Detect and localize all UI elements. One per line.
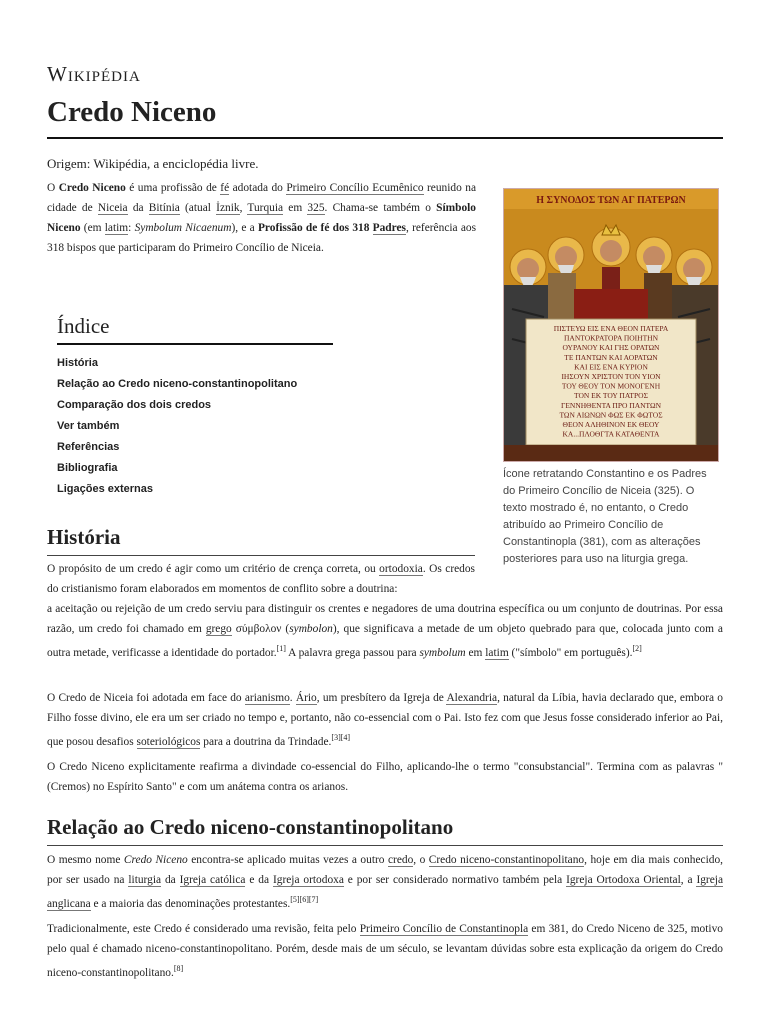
link-padres[interactable]: Padres [372, 222, 406, 234]
link-ortodoxia[interactable]: ortodoxia [379, 563, 423, 575]
ref-2[interactable]: [2] [632, 644, 642, 653]
relacao-paragraph-1: O mesmo nome Credo Niceno encontra-se aplicado muitas vezes a outro credo, o Credo niceno-constantinopolitano, hoje em dia mais conhecido, por ser usado na liturgia da Igreja católica e da Igreja ortodoxa e por ser considerado normativo também pela Igreja Ortodoxa Oriental, a Igreja anglicana e a maioria das denominações protestantes.[5][6][7] [47, 854, 723, 910]
link-iznik[interactable]: İznik [216, 202, 240, 214]
link-turquia[interactable]: Turquia [247, 202, 284, 214]
figure-caption: Ícone retratando Constantino e os Padres do Primeiro Concílio de Niceia (325). O texto mostrado é, no entanto, o Credo atribuído ao Primeiro Concílio de Constantinopla (381), com as alterações posteriores para uso na liturgia grega. [503, 468, 707, 565]
relacao-paragraph-2: Tradicionalmente, este Credo é considerado uma revisão, feita pelo Primeiro Concílio de Constantinopla em 381, do Credo Niceno de 325, motivo pelo qual é chamado niceno-constantinopolitano. Porém, desde mais de um século, se levantam dúvidas sobre esta explicação da origem do Credo niceno-constantinopolitano.[8] [47, 923, 723, 979]
table-of-contents [57, 314, 333, 500]
toc-item-relacao[interactable]: Relação ao Credo niceno-constantinopolitano [57, 378, 298, 390]
link-latim[interactable]: latim [104, 222, 129, 234]
scroll-text-line: ΤΩΝ ΑΙΩΝΩΝ ΦΩΣ ΕΚ ΦΩΤΟΣ [559, 410, 663, 420]
wikipedia-wordmark[interactable]: Wikipédia [47, 62, 141, 86]
link-fe[interactable]: fé [220, 182, 230, 194]
link-igreja-ortodoxa-oriental[interactable]: Igreja Ortodoxa Oriental [566, 874, 681, 886]
toc-item-comparacao[interactable]: Comparação dos dois credos [57, 399, 212, 411]
section-divider [47, 845, 723, 846]
scroll-text-line: ΓΕΝΝΗΘΕΝΤΑ ΠΡΟ ΠΑΝΤΩΝ [560, 400, 662, 410]
scroll-text-line: ΤΕ ΠΑΝΤΩΝ ΚΑΙ ΑΟΡΑΤΩΝ [564, 352, 658, 362]
link-credo-niceno-constantinopolitano[interactable]: Credo niceno-constantinopolitano [428, 854, 585, 866]
historia-paragraph-1b: a aceitação ou rejeição de um credo serviu para distinguir os crentes e negadores de uma doutrina específica ou um conjunto de doutrinas. Por essa razão, um credo foi chamado em grego σύμβολον (symbolon), que significava a metade de um objeto quebrado para que, colocada junto com a outra metade, verificasse a identidade do portador.[1] A palavra grega passou para symbolum em latim ("símbolo" em português).[2] [47, 603, 723, 659]
link-alexandria[interactable]: Alexandria [446, 692, 498, 704]
origin-note: Origem: Wikipédia, a enciclopédia livre. [47, 156, 259, 171]
link-igreja-anglicana[interactable]: Igreja anglicana [47, 874, 723, 910]
link-niceia[interactable]: Niceia [97, 202, 128, 214]
link-ario[interactable]: Ário [295, 692, 317, 704]
link-arianismo[interactable]: arianismo [244, 692, 290, 704]
ref-8[interactable]: [8] [173, 964, 184, 973]
title-divider [47, 137, 723, 139]
scroll-text-line: ΠΙΣΤΕΥΩ ΕΙΣ ΕΝΑ ΘΕΟΝ ΠΑΤΕΡΑ [553, 324, 669, 333]
link-grego[interactable]: grego [205, 623, 232, 635]
link-igreja-catolica[interactable]: Igreja católica [179, 874, 246, 886]
historia-paragraph-3: O Credo Niceno explicitamente reafirma a divindade co-essencial do Filho, aplicando-lhe o termo "consubstancial". Termina com as palavras "(Cremos) no Espírito Santo" e com um anátema contra os arianos. [47, 761, 723, 793]
link-liturgia[interactable]: liturgia [128, 874, 162, 886]
link-primeiro-concilio[interactable]: Primeiro Concílio Ecumênico [286, 182, 424, 194]
toc-item-referencias[interactable]: Referências [57, 441, 120, 453]
lead-paragraph: O Credo Niceno é uma profissão de fé adotada do Primeiro Concílio Ecumênico reunido na cidade de Niceia da Bitínia (atual İznik, Turquia em 325. Chama-se também o Símbolo Niceno (em latim: Symbolum Nicaenum), e a Profissão de fé dos 318 Padres, referência aos 318 bispos que participaram do Primeiro Concílio de Niceia. [47, 182, 477, 254]
link-credo[interactable]: credo [387, 854, 414, 866]
scroll-text-line: ΠΑΝΤΟΚΡΑΤΟΡΑ ΠΟΙΗΤΗΝ [564, 333, 658, 343]
link-primeiro-concilio-constantinopla[interactable]: Primeiro Concílio de Constantinopla [359, 923, 529, 935]
historia-paragraph-1a: O propósito de um credo é agir como um critério de crença correta, ou ortodoxia. Os credos do cristianismo foram elaborados em momentos de conflito sobre a doutrina: [47, 563, 475, 595]
toc-item-bibliografia[interactable]: Bibliografia [57, 462, 118, 474]
scroll-text-line: ΙΗΣΟΥΝ ΧΡΙΣΤΟΝ ΤΟΝ ΥΙΟΝ [561, 372, 661, 381]
nicaea-icon-image[interactable] [503, 188, 719, 462]
historia-paragraph-2: O Credo de Niceia foi adotada em face do arianismo. Ário, um presbítero da Igreja de Alexandria, natural da Líbia, havia declarado que, embora o Filho fosse divino, ele era um ser criado no tempo e, portanto, não co-essencial com o Pai. Isto fez com que Jesus fosse considerado inferior ao Pai, que posou desafios soteriológicos para a doutrina da Trindade.[3][4] [47, 692, 724, 748]
scroll-text-line: ΟΥΡΑΝΟΥ ΚΑΙ ΓΗΣ ΟΡΑΤΩΝ [562, 343, 660, 353]
scroll-text-line: ΤΟΥ ΘΕΟΥ ΤΟΝ ΜΟΝΟΓΕΝΗ [561, 381, 661, 391]
toc-list [57, 353, 333, 500]
ref-5-6-7[interactable]: [5][6][7] [290, 895, 319, 904]
page-title: Credo Niceno [47, 96, 217, 128]
section-divider [47, 555, 475, 556]
toc-item-historia[interactable]: História [57, 357, 98, 369]
link-latim-2[interactable]: latim [485, 646, 509, 659]
icon-figure [503, 188, 719, 568]
ref-3-4[interactable]: [3][4] [331, 733, 351, 742]
scroll-text-line: ΚΑ...ΠΛΟΘΓΤΑ ΚΑΤΑΘΕΝΤΑ [562, 429, 660, 439]
scroll-text-line: ΘΕΟΝ ΑΛΗΘΙΝΟΝ ΕΚ ΘΕΟΥ [562, 420, 660, 429]
toc-item-ver-tambem[interactable]: Ver também [57, 420, 120, 432]
link-bitinia[interactable]: Bitínia [148, 202, 180, 214]
link-igreja-ortodoxa[interactable]: Igreja ortodoxa [272, 874, 344, 886]
ref-1[interactable]: [1] [276, 644, 286, 653]
section-heading-historia: História [47, 525, 121, 549]
toc-item-ligacoes[interactable]: Ligações externas [57, 483, 153, 495]
svg-text:Η ΣΥΝΟΔΟΣ ΤΩΝ ΑΓ ΠΑΤΕΡΩΝ: Η ΣΥΝΟΔΟΣ ΤΩΝ ΑΓ ΠΑΤΕΡΩΝ [536, 195, 686, 206]
scroll-text-line: ΤΟΝ ΕΚ ΤΟΥ ΠΑΤΡΟΣ [574, 391, 648, 401]
scroll-text-line: ΚΑΙ ΕΙΣ ΕΝΑ ΚΥΡΙΟΝ [574, 362, 648, 372]
section-heading-relacao: Relação ao Credo niceno-constantinopolitano [47, 815, 454, 839]
link-soteriologicos[interactable]: soteriológicos [136, 735, 201, 748]
link-325[interactable]: 325 [307, 202, 325, 214]
toc-heading: Índice [57, 314, 333, 345]
